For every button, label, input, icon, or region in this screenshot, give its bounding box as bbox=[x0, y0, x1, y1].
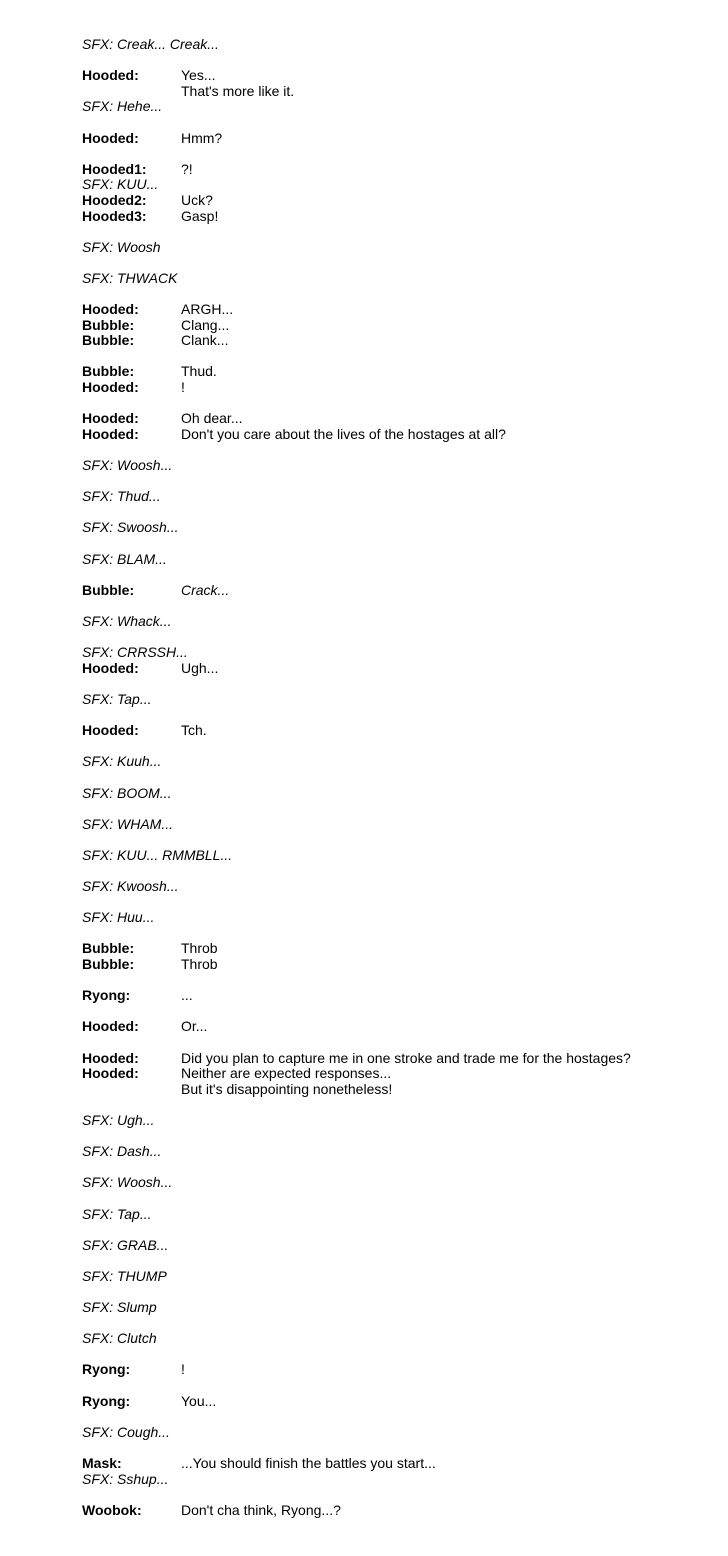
dialogue-line bbox=[82, 162, 702, 178]
dialogue-text: You... bbox=[181, 1392, 217, 1409]
blank-line bbox=[82, 146, 702, 162]
sfx-text: SFX: KUU... bbox=[82, 176, 159, 193]
blank-line bbox=[82, 396, 702, 412]
blank-line bbox=[82, 1004, 702, 1020]
blank-line bbox=[82, 1160, 702, 1176]
dialogue-line bbox=[82, 84, 702, 100]
sfx-text: SFX: Woosh bbox=[82, 238, 161, 255]
sfx-text: SFX: Cough... bbox=[82, 1423, 170, 1440]
blank-line bbox=[82, 1191, 702, 1207]
sfx-text: SFX: GRAB... bbox=[82, 1236, 169, 1253]
blank-line bbox=[82, 349, 702, 365]
sfx-line bbox=[82, 552, 702, 568]
speaker-name: Hooded: bbox=[82, 1065, 139, 1082]
dialogue-line bbox=[82, 364, 702, 380]
dialogue-text: Or... bbox=[181, 1018, 208, 1035]
blank-line bbox=[82, 708, 702, 724]
dialogue-line bbox=[82, 723, 702, 739]
dialogue-line bbox=[82, 1503, 702, 1519]
speaker-name: Ryong: bbox=[82, 1392, 131, 1409]
sfx-line bbox=[82, 271, 702, 287]
dialogue-line bbox=[82, 333, 702, 349]
blank-line bbox=[82, 676, 702, 692]
sfx-line bbox=[82, 817, 702, 833]
speaker-name: Bubble: bbox=[82, 363, 135, 380]
dialogue-line bbox=[82, 193, 702, 209]
blank-line bbox=[82, 770, 702, 786]
sfx-line bbox=[82, 614, 702, 630]
dialogue-line bbox=[82, 1019, 702, 1035]
sfx-line bbox=[82, 754, 702, 770]
dialogue-line bbox=[82, 411, 702, 427]
sfx-line bbox=[82, 177, 702, 193]
dialogue-text: ! bbox=[181, 379, 185, 396]
speaker-name: Ryong: bbox=[82, 1361, 131, 1378]
dialogue-line bbox=[82, 583, 702, 599]
sfx-text: SFX: KUU... RMMBLL... bbox=[82, 846, 233, 863]
speaker-name: Hooded3: bbox=[82, 207, 147, 224]
speaker-name: Ryong: bbox=[82, 987, 131, 1004]
speaker-name: Bubble: bbox=[82, 581, 135, 598]
blank-line bbox=[82, 442, 702, 458]
speaker-name: Hooded: bbox=[82, 301, 139, 318]
blank-line bbox=[82, 863, 702, 879]
sfx-line bbox=[82, 1300, 702, 1316]
sfx-text: SFX: WHAM... bbox=[82, 815, 173, 832]
sfx-line bbox=[82, 692, 702, 708]
blank-line bbox=[82, 1440, 702, 1456]
sfx-line bbox=[82, 1269, 702, 1285]
sfx-text: SFX: Swoosh... bbox=[82, 519, 179, 536]
speaker-name: Bubble: bbox=[82, 332, 135, 349]
dialogue-line bbox=[82, 1082, 702, 1098]
blank-line bbox=[82, 115, 702, 131]
blank-line bbox=[82, 287, 702, 303]
sfx-text: SFX: Kuuh... bbox=[82, 753, 162, 770]
blank-line bbox=[82, 1222, 702, 1238]
speaker-name: Hooded: bbox=[82, 1018, 139, 1035]
sfx-text: SFX: Whack... bbox=[82, 612, 172, 629]
sfx-text: SFX: Kwoosh... bbox=[82, 878, 179, 895]
dialogue-line bbox=[82, 1394, 702, 1410]
blank-line bbox=[82, 1035, 702, 1051]
sfx-line bbox=[82, 910, 702, 926]
sfx-text: SFX: Hehe... bbox=[82, 98, 163, 115]
dialogue-text: Tch. bbox=[181, 722, 207, 739]
dialogue-line bbox=[82, 661, 702, 677]
dialogue-text: Uck? bbox=[181, 191, 213, 208]
sfx-text: SFX: Dash... bbox=[82, 1143, 162, 1160]
dialogue-line bbox=[82, 941, 702, 957]
dialogue-line bbox=[82, 68, 702, 84]
script-transcript bbox=[82, 37, 702, 1518]
speaker-name: Hooded: bbox=[82, 67, 139, 84]
speaker-name: Hooded: bbox=[82, 659, 139, 676]
sfx-line bbox=[82, 520, 702, 536]
dialogue-text: Did you plan to capture me in one stroke and trade me for the hostages? bbox=[181, 1049, 631, 1066]
blank-line bbox=[82, 1487, 702, 1503]
speaker-name: Hooded: bbox=[82, 1049, 139, 1066]
dialogue-text: Crack... bbox=[181, 581, 230, 598]
blank-line bbox=[82, 1316, 702, 1332]
dialogue-text: Don't cha think, Ryong...? bbox=[181, 1501, 341, 1518]
blank-line bbox=[82, 739, 702, 755]
sfx-text: SFX: THWACK bbox=[82, 269, 178, 286]
speaker-name: Hooded: bbox=[82, 410, 139, 427]
dialogue-text: Neither are expected responses... bbox=[181, 1065, 392, 1082]
speaker-name: Hooded2: bbox=[82, 191, 147, 208]
sfx-text: SFX: BLAM... bbox=[82, 550, 167, 567]
blank-line bbox=[82, 255, 702, 271]
dialogue-line bbox=[82, 988, 702, 1004]
dialogue-text: Don't you care about the lives of the hostages at all? bbox=[181, 425, 506, 442]
dialogue-text: Ugh... bbox=[181, 659, 219, 676]
sfx-text: SFX: Thud... bbox=[82, 488, 161, 505]
sfx-text: SFX: Woosh... bbox=[82, 1174, 173, 1191]
speaker-name: Bubble: bbox=[82, 956, 135, 973]
dialogue-text: Clank... bbox=[181, 332, 229, 349]
sfx-line bbox=[82, 240, 702, 256]
dialogue-text: Hmm? bbox=[181, 129, 223, 146]
sfx-line bbox=[82, 1113, 702, 1129]
dialogue-line bbox=[82, 1051, 702, 1067]
sfx-text: SFX: Tap... bbox=[82, 1205, 152, 1222]
sfx-line bbox=[82, 458, 702, 474]
blank-line bbox=[82, 1378, 702, 1394]
dialogue-text: But it's disappointing nonetheless! bbox=[181, 1080, 393, 1097]
sfx-text: SFX: THUMP bbox=[82, 1267, 167, 1284]
sfx-text: SFX: Clutch bbox=[82, 1330, 157, 1347]
sfx-line bbox=[82, 489, 702, 505]
sfx-text: SFX: Woosh... bbox=[82, 457, 173, 474]
sfx-line bbox=[82, 1175, 702, 1191]
blank-line bbox=[82, 895, 702, 911]
sfx-line bbox=[82, 848, 702, 864]
sfx-line bbox=[82, 1425, 702, 1441]
dialogue-text: ...You should finish the battles you start... bbox=[181, 1455, 436, 1472]
dialogue-text: Thud. bbox=[181, 363, 217, 380]
speaker-name: Hooded1: bbox=[82, 160, 147, 177]
dialogue-text: ARGH... bbox=[181, 301, 234, 318]
dialogue-text: Throb bbox=[181, 940, 218, 957]
dialogue-line bbox=[82, 957, 702, 973]
sfx-line bbox=[82, 1331, 702, 1347]
dialogue-text: ... bbox=[181, 987, 193, 1004]
dialogue-line bbox=[82, 1362, 702, 1378]
sfx-line bbox=[82, 786, 702, 802]
speaker-name: Hooded: bbox=[82, 129, 139, 146]
dialogue-line bbox=[82, 1456, 702, 1472]
sfx-line bbox=[82, 37, 702, 53]
sfx-text: SFX: Tap... bbox=[82, 690, 152, 707]
dialogue-line bbox=[82, 427, 702, 443]
sfx-line bbox=[82, 1238, 702, 1254]
blank-line bbox=[82, 505, 702, 521]
blank-line bbox=[82, 1409, 702, 1425]
blank-line bbox=[82, 1347, 702, 1363]
dialogue-line bbox=[82, 209, 702, 225]
blank-line bbox=[82, 926, 702, 942]
dialogue-line bbox=[82, 318, 702, 334]
blank-line bbox=[82, 53, 702, 69]
dialogue-line bbox=[82, 380, 702, 396]
dialogue-text: Oh dear... bbox=[181, 410, 243, 427]
dialogue-text: Clang... bbox=[181, 316, 230, 333]
blank-line bbox=[82, 1253, 702, 1269]
sfx-text: SFX: CRRSSH... bbox=[82, 644, 188, 661]
speaker-name: Bubble: bbox=[82, 940, 135, 957]
blank-line bbox=[82, 832, 702, 848]
blank-line bbox=[82, 973, 702, 989]
sfx-line bbox=[82, 1472, 702, 1488]
sfx-line bbox=[82, 1207, 702, 1223]
dialogue-text: ?! bbox=[181, 160, 193, 177]
sfx-text: SFX: Slump bbox=[82, 1299, 157, 1316]
blank-line bbox=[82, 801, 702, 817]
blank-line bbox=[82, 1129, 702, 1145]
speaker-name: Hooded: bbox=[82, 425, 139, 442]
dialogue-text: ! bbox=[181, 1361, 185, 1378]
sfx-text: SFX: Huu... bbox=[82, 909, 155, 926]
sfx-line bbox=[82, 645, 702, 661]
sfx-line bbox=[82, 99, 702, 115]
sfx-text: SFX: Sshup... bbox=[82, 1470, 169, 1487]
sfx-line bbox=[82, 879, 702, 895]
dialogue-text: Yes... bbox=[181, 67, 216, 84]
blank-line bbox=[82, 1285, 702, 1301]
speaker-name: Mask: bbox=[82, 1455, 122, 1472]
speaker-name: Hooded: bbox=[82, 722, 139, 739]
sfx-text: SFX: BOOM... bbox=[82, 784, 172, 801]
blank-line bbox=[82, 536, 702, 552]
sfx-text: SFX: Ugh... bbox=[82, 1111, 155, 1128]
dialogue-text: Gasp! bbox=[181, 207, 219, 224]
speaker-name: Bubble: bbox=[82, 316, 135, 333]
blank-line bbox=[82, 598, 702, 614]
sfx-text: SFX: Creak... Creak... bbox=[82, 36, 219, 52]
dialogue-text: Throb bbox=[181, 956, 218, 973]
dialogue-line bbox=[82, 131, 702, 147]
sfx-line bbox=[82, 1144, 702, 1160]
blank-line bbox=[82, 474, 702, 490]
blank-line bbox=[82, 224, 702, 240]
dialogue-line bbox=[82, 302, 702, 318]
blank-line bbox=[82, 630, 702, 646]
blank-line bbox=[82, 567, 702, 583]
speaker-name: Woobok: bbox=[82, 1501, 142, 1518]
blank-line bbox=[82, 1097, 702, 1113]
speaker-name: Hooded: bbox=[82, 379, 139, 396]
dialogue-line bbox=[82, 1066, 702, 1082]
dialogue-text: That's more like it. bbox=[181, 82, 295, 99]
